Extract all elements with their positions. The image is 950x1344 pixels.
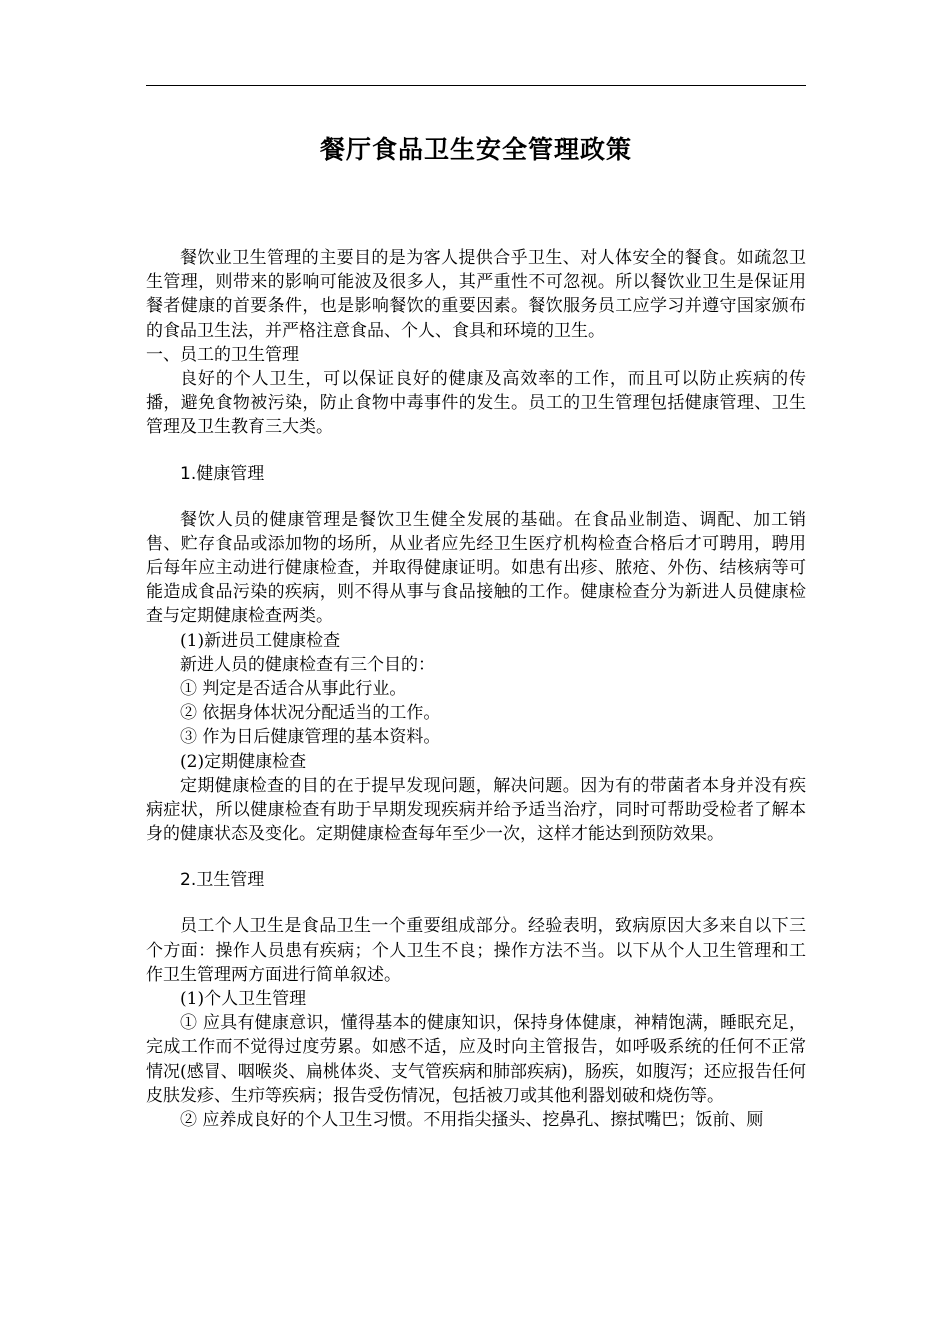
document-body [146,246,806,1132]
personal-hygiene-item: ① 应具有健康意识，懂得基本的健康知识，保持身体健康，神精饱满，睡眠充足，完成工作而不觉得过度劳累。如感不适，应及时向主管报告，如呼吸系统的任何不正常情况(感冒、咽喉炎、扁桃体炎、支气管疾病和肺部疾病)，肠疾，如腹泻；还应报告任何皮肤发疹、生疖等疾病；报告受伤情况，包括被刀或其他利器划破和烧伤等。 [146,1013,806,1106]
subheading-personal-hygiene: (1)个人卫生管理 [180,989,307,1010]
hygiene-paragraph: 员工个人卫生是食品卫生一个重要组成部分。经验表明，致病原因大多来自以下三个方面：操作人员患有疾病；个人卫生不良；操作方法不当。以下从个人卫生管理和工作卫生管理两方面进行简单叙述。 [146,916,806,985]
intro-paragraph: 餐饮业卫生管理的主要目的是为客人提供合乎卫生、对人体安全的餐食。如疏忽卫生管理，则带来的影响可能波及很多人，其严重性不可忽视。所以餐饮业卫生是保证用餐者健康的首要条件，也是影响餐饮的重要因素。餐饮服务员工应学习并遵守国家颁布的食品卫生法，并严格注意食品、个人、食具和环境的卫生。 [146,248,806,341]
subheading-new-staff-check: (1)新进员工健康检查 [180,630,341,651]
subheading-periodic-check: (2)定期健康检查 [180,751,307,772]
purposes-intro: 新进人员的健康检查有三个目的： [180,654,435,675]
page-title: 餐厅食品卫生安全管理政策 [319,135,632,164]
header-rule [146,85,806,86]
section-heading-staff-hygiene: 一、员工的卫生管理 [146,344,299,365]
purpose-item: ① 判定是否适合从事此行业。 [180,679,407,700]
heading-health-management: 1.健康管理 [180,463,265,484]
periodic-check-paragraph: 定期健康检查的目的在于提早发现问题，解决问题。因为有的带菌者本身并没有疾病症状，所以健康检查有助于早期发现疾病并给予适当治疗，同时可帮助受检者了解本身的健康状态及变化。定期健康检查每年至少一次，这样才能达到预防效果。 [146,775,806,845]
section-paragraph: 良好的个人卫生，可以保证良好的健康及高效率的工作，而且可以防止疾病的传播，避免食物被污染，防止食物中毒事件的发生。员工的卫生管理包括健康管理、卫生管理及卫生教育三大类。 [146,369,806,438]
purpose-item: ③ 作为日后健康管理的基本资料。 [180,727,441,748]
health-paragraph: 餐饮人员的健康管理是餐饮卫生健全发展的基础。在食品业制造、调配、加工销售、贮存食品或添加物的场所，从业者应先经卫生医疗机构检查合格后才可聘用，聘用后每年应主动进行健康检查，并取得健康证明。如患有出疹、脓疮、外伤、结核病等可能造成食品污染的疾病，则不得从事与食品接触的工作。健康检查分为新进人员健康检查与定期健康检查两类。 [146,509,806,627]
purpose-item: ② 依据身体状况分配适当的工作。 [180,703,441,724]
heading-hygiene-management: 2.卫生管理 [180,870,265,891]
personal-hygiene-item: ② 应养成良好的个人卫生习惯。不用指尖搔头、挖鼻孔、擦拭嘴巴；饭前、厕 [180,1110,764,1131]
